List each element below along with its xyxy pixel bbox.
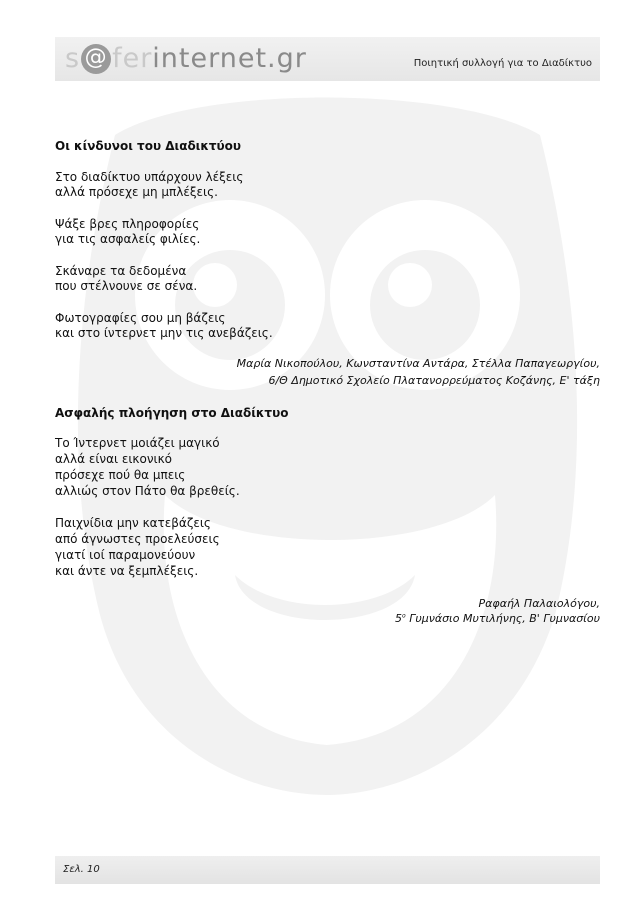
poem2-school — [395, 612, 600, 625]
poem2-line: αλλά είναι εικονικό — [55, 452, 173, 466]
poem2-author: Ραφαήλ Παλαιολόγου, — [478, 597, 600, 610]
poem1-line: που στέλνουνε σε σένα. — [55, 279, 198, 293]
school-name: Γυμνάσιο Μυτιλήνης, Β' Γυμνασίου — [405, 612, 600, 625]
page-number: Σελ. 10 — [63, 864, 100, 875]
poem2-line: αλλιώς στον Πάτο θα βρεθείς. — [55, 484, 240, 498]
poem1-authors: Μαρία Νικοπούλου, Κωνσταντίνα Αντάρα, Στέλλα Παπαγεωργίου, — [236, 357, 600, 370]
poem1-title: Οι κίνδυνοι του Διαδικτύου — [55, 139, 241, 153]
poem1-line: Ψάξε βρες πληροφορίες — [55, 217, 200, 231]
school-ordinal: ο — [402, 612, 406, 620]
page-header — [55, 37, 600, 81]
poem2-line: πρόσεχε πού θα μπεις — [55, 468, 186, 482]
poem2-line: Παιχνίδια μην κατεβάζεις — [55, 516, 211, 530]
school-number: 5 — [395, 612, 403, 625]
logo-fer: fer — [112, 43, 153, 74]
page-footer — [55, 856, 600, 884]
header-title: Ποιητική συλλογή για το Διαδίκτυο — [413, 58, 592, 69]
poem1-line: για τις ασφαλείς φιλίες. — [55, 232, 201, 246]
poem1-school: 6/Θ Δημοτικό Σχολείο Πλατανορρεύματος Κοζάνης, Ε' τάξη — [268, 374, 600, 387]
poem1-line: Φωτογραφίες σου μη βάζεις — [55, 311, 226, 325]
poem2-line: Το Ίντερνετ μοιάζει μαγικό — [55, 436, 220, 450]
poem1-line: και στο ίντερνετ μην τις ανεβάζεις. — [55, 326, 273, 340]
logo-s: s — [65, 43, 81, 74]
poem1-line: Στο διαδίκτυο υπάρχουν λέξεις — [55, 170, 244, 184]
poem2-line: και άντε να ξεμπλέξεις. — [55, 564, 199, 578]
poem2-title: Ασφαλής πλοήγηση στο Διαδίκτυο — [55, 406, 289, 420]
poem1-line: Σκάναρε τα δεδομένα — [55, 264, 187, 278]
poem1-line: αλλά πρόσεχε μη μπλέξεις. — [55, 185, 218, 199]
poem2-line: από άγνωστες προελεύσεις — [55, 532, 220, 546]
poem2-line: γιατί ιοί παραμονεύουν — [55, 548, 196, 562]
saferinternet-logo — [65, 39, 307, 79]
logo-at: @ — [81, 44, 111, 74]
logo-rest: internet.gr — [152, 43, 307, 74]
